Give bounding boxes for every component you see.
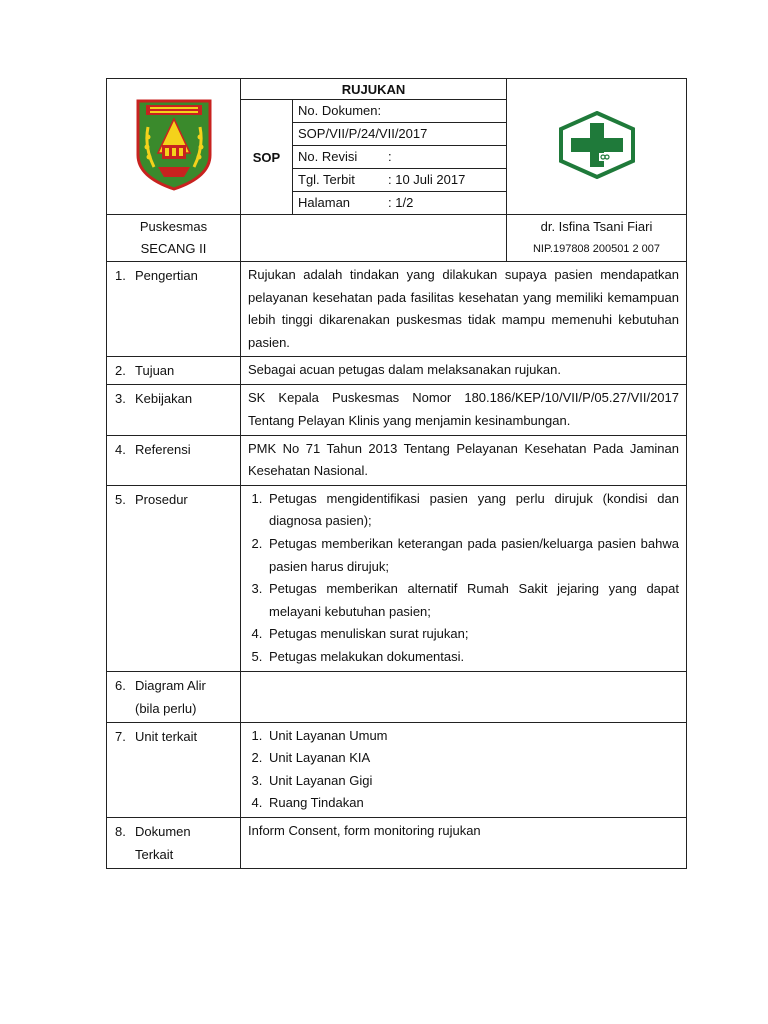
section-row [107, 485, 687, 671]
institution-cell [107, 215, 241, 262]
puskesmas-logo-icon [557, 111, 637, 179]
procedure-step: 3. Petugas memberikan alternatif Rumah Sakit jejaring yang dapat melayani kebutuhan pasien; [266, 578, 679, 623]
issue-date-row: Tgl. Terbit : 10 Juli 2017 [293, 169, 507, 192]
section-label: 6. Diagram Alir (bila perlu) [107, 671, 241, 722]
unit-item: 3. Unit Layanan Gigi [266, 770, 679, 793]
section-label: 5. Prosedur [107, 485, 241, 671]
section-text [241, 671, 687, 722]
signer-name: dr. Isfina Tsani Fiari [540, 219, 653, 234]
section-label: 4. Referensi [107, 435, 241, 485]
institution-line1: Puskesmas [139, 219, 208, 234]
section-label: 2. Tujuan [107, 357, 241, 385]
left-logo-cell [107, 79, 241, 215]
section-row [107, 671, 687, 722]
sop-document [106, 78, 686, 869]
doc-number-label: No. Dokumen: [293, 100, 507, 123]
signer-cell [507, 215, 687, 262]
procedure-step: 2. Petugas memberikan keterangan pada pasien/keluarga pasien bahwa pasien harus dirujuk; [266, 533, 679, 578]
doc-number-value: SOP/VII/P/24/VII/2017 [293, 123, 507, 146]
section-text: PMK No 71 Tahun 2013 Tentang Pelayanan Kesehatan Pada Jaminan Kesehatan Nasional. [241, 435, 687, 485]
page-row: Halaman : 1/2 [293, 192, 507, 215]
procedure-step: 5. Petugas melakukan dokumentasi. [266, 646, 679, 669]
section-row [107, 817, 687, 868]
section-label: 1. Pengertian [107, 262, 241, 357]
section-row [107, 435, 687, 485]
section-label: 3. Kebijakan [107, 385, 241, 435]
section-label: 8. Dokumen Terkait [107, 817, 241, 868]
section-label: 7. Unit terkait [107, 722, 241, 817]
section-row [107, 385, 687, 435]
sop-label: SOP [241, 100, 293, 215]
blank-cell [241, 215, 507, 262]
institution-line2: SECANG II [140, 241, 207, 256]
section-text: Inform Consent, form monitoring rujukan [241, 817, 687, 868]
signer-nip: NIP.197808 200501 2 007 [532, 243, 661, 255]
kabupaten-magelang-crest-icon [134, 97, 214, 193]
section-row [107, 722, 687, 817]
section-text: SK Kepala Puskesmas Nomor 180.186/KEP/10/VII/P/05.27/VII/2017 Tentang Pelayan Klinis yang menjamin kesinambungan. [241, 385, 687, 435]
section-row [107, 357, 687, 385]
section-list [241, 485, 687, 671]
unit-item: 1. Unit Layanan Umum [266, 725, 679, 748]
revision-row: No. Revisi : [293, 146, 507, 169]
unit-item: 4. Ruang Tindakan [266, 792, 679, 815]
procedure-step: 4. Petugas menuliskan surat rujukan; [266, 623, 679, 646]
section-row [107, 262, 687, 357]
procedure-step: 1. Petugas mengidentifikasi pasien yang perlu dirujuk (kondisi dan diagnosa pasien); [266, 488, 679, 533]
section-text: Sebagai acuan petugas dalam melaksanakan rujukan. [241, 357, 687, 385]
section-list [241, 722, 687, 817]
right-logo-cell [507, 79, 687, 215]
document-title: RUJUKAN [241, 79, 507, 100]
sop-table [106, 78, 687, 869]
section-text: Rujukan adalah tindakan yang dilakukan supaya pasien mendapatkan pelayanan kesehatan pada fasilitas kesehatan yang memiliki kemampuan lebih tinggi dikarenakan puskesmas tidak mampu memenuhi kebutuhan pasien. [241, 262, 687, 357]
unit-item: 2. Unit Layanan KIA [266, 747, 679, 770]
